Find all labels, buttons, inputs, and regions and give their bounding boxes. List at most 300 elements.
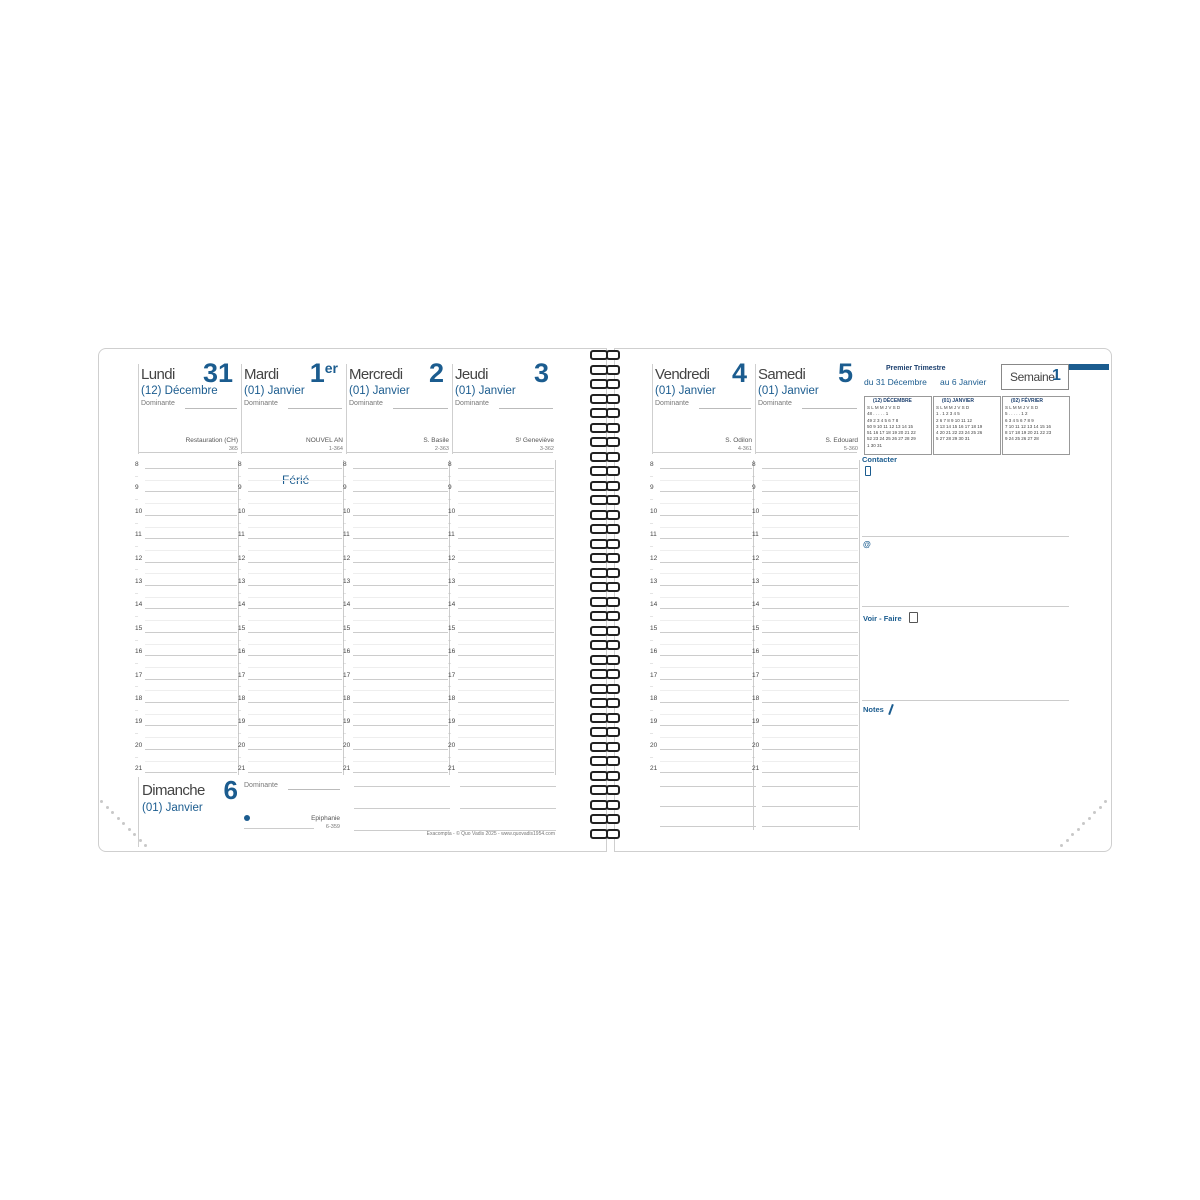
hour-label: 8 [448, 461, 452, 468]
half-hour-mark: – [238, 567, 242, 574]
mini-calendar-row: 2 6 7 8 9 10 11 12 [936, 417, 972, 423]
hour-label: 21 [448, 765, 456, 773]
day-header-mercredi [346, 358, 452, 454]
day-of-year: 5-360 [843, 446, 858, 452]
half-hour-mark: – [135, 707, 139, 714]
half-hour-rule [248, 573, 342, 574]
notes-label: Notes [863, 705, 884, 714]
spiral-ring [606, 669, 620, 679]
hour-label: 10 [752, 507, 760, 515]
half-hour-rule [660, 644, 752, 645]
hour-rule [248, 608, 342, 609]
half-hour-rule [660, 761, 752, 762]
hour-label: 14 [135, 601, 143, 609]
half-hour-mark: – [343, 707, 347, 714]
hour-rule [762, 491, 858, 492]
hour-rule [353, 608, 448, 609]
half-hour-rule [762, 503, 858, 504]
hour-rule [353, 702, 448, 703]
mini-calendar-row: 1 . 1 2 3 4 5 [936, 411, 960, 417]
half-hour-mark: – [448, 754, 452, 761]
half-hour-mark: – [448, 660, 452, 667]
half-hour-mark: – [448, 684, 452, 691]
half-hour-mark: – [343, 660, 347, 667]
half-hour-mark: – [343, 637, 347, 644]
hour-rule [660, 468, 752, 469]
sunday-rule [460, 786, 556, 787]
hour-label: 19 [343, 718, 351, 726]
half-hour-rule [248, 597, 342, 598]
week-box [1001, 364, 1069, 390]
half-hour-mark: – [135, 637, 139, 644]
hour-rule [660, 491, 752, 492]
half-hour-mark: – [752, 660, 756, 667]
half-hour-rule [145, 527, 237, 528]
hour-label: 14 [752, 601, 760, 609]
spiral-ring [606, 771, 620, 781]
hour-rule [660, 679, 752, 680]
half-hour-rule [660, 714, 752, 715]
half-hour-mark: – [752, 473, 756, 480]
hour-label: 12 [343, 554, 351, 562]
half-hour-rule [660, 690, 752, 691]
half-hour-mark: – [238, 520, 242, 527]
hour-rule [458, 725, 554, 726]
hour-label: 19 [752, 718, 760, 726]
hour-label: 21 [650, 765, 658, 773]
saint-name: NOUVEL AN [306, 437, 343, 444]
half-hour-rule [458, 503, 554, 504]
half-hour-mark: – [448, 543, 452, 550]
half-hour-mark: – [448, 567, 452, 574]
half-hour-rule [353, 597, 448, 598]
perforation-dot [111, 811, 114, 814]
half-hour-rule [660, 480, 752, 481]
half-hour-rule [145, 761, 237, 762]
half-hour-rule [762, 620, 858, 621]
spiral-ring [606, 655, 620, 665]
spiral-ring [606, 597, 620, 607]
header-separator [242, 452, 342, 453]
dominante-label: Dominante [141, 400, 175, 407]
hour-rule [353, 749, 448, 750]
mini-calendar-title: (02) FÉVRIER [1011, 398, 1043, 404]
half-hour-rule [145, 480, 237, 481]
half-hour-mark: – [135, 660, 139, 667]
hour-label: 18 [343, 695, 351, 702]
day-of-year: 4-361 [737, 446, 752, 452]
hour-rule [458, 468, 554, 469]
half-hour-mark: – [238, 660, 242, 667]
hour-label: 10 [135, 507, 143, 515]
hour-label: 20 [238, 741, 246, 749]
hour-rule [248, 679, 342, 680]
hour-rule [248, 725, 342, 726]
half-hour-rule [660, 503, 752, 504]
hour-label: 16 [752, 648, 760, 656]
hour-label: 13 [238, 578, 246, 585]
hour-rule [762, 725, 858, 726]
spiral-ring [606, 611, 620, 621]
hour-label: 9 [752, 484, 756, 492]
hour-rule [353, 585, 448, 586]
hour-rule [660, 562, 752, 563]
half-hour-rule [458, 550, 554, 551]
half-hour-mark: – [650, 543, 654, 550]
hour-label: 8 [238, 461, 242, 468]
day-month: (01) Janvier [455, 385, 516, 397]
perforation-dot [117, 817, 120, 820]
hour-label: 16 [448, 648, 456, 656]
half-hour-rule [762, 550, 858, 551]
hour-label: 14 [343, 601, 351, 609]
mini-calendar-row: 9 24 25 26 27 28 [1005, 436, 1039, 442]
hour-rule [762, 515, 858, 516]
mini-calendar-grid [936, 405, 998, 443]
mini-calendar-row: S L M M J V S D [867, 405, 901, 410]
half-hour-mark: – [752, 520, 756, 527]
hour-label: 17 [238, 671, 246, 679]
mini-calendar-janvier [933, 396, 1001, 455]
mini-calendar-row: 50 9 10 11 12 13 14 15 [867, 423, 913, 429]
hour-rule [458, 515, 554, 516]
half-hour-rule [762, 714, 858, 715]
hour-rule [353, 562, 448, 563]
half-hour-rule [458, 480, 554, 481]
day-header-vendredi [652, 358, 755, 454]
perforation-dot [1099, 806, 1102, 809]
half-hour-mark: – [343, 731, 347, 738]
hour-rule [145, 772, 237, 773]
email-label: @ [863, 540, 871, 549]
hour-label: 15 [650, 624, 658, 632]
perforation-dot [106, 806, 109, 809]
hour-rule [660, 725, 752, 726]
half-hour-rule [762, 737, 858, 738]
hour-rule [762, 749, 858, 750]
spiral-ring [606, 365, 620, 375]
hour-label: 14 [238, 601, 246, 609]
perforation-dot [1093, 811, 1096, 814]
hour-label: 17 [448, 671, 456, 679]
perforation-dot [1071, 833, 1074, 836]
half-hour-rule [762, 480, 858, 481]
hour-label: 8 [343, 461, 347, 468]
day-number: 5 [837, 358, 853, 388]
hour-rule [660, 608, 752, 609]
hour-label: 12 [135, 554, 143, 562]
range-from: du 31 Décembre [864, 377, 927, 387]
spiral-ring [606, 814, 620, 824]
sunday-day-of-year: 6-359 [325, 824, 340, 830]
perforation-dot [1104, 800, 1107, 803]
hour-label: 14 [650, 601, 658, 609]
hour-label: 20 [135, 741, 143, 749]
hour-rule [145, 608, 237, 609]
spiral-ring [606, 698, 620, 708]
day-name: Samedi [758, 366, 806, 383]
hour-label: 11 [343, 531, 350, 539]
half-hour-rule [248, 480, 342, 481]
half-hour-mark: – [650, 731, 654, 738]
half-hour-mark: – [343, 473, 347, 480]
half-hour-rule [145, 503, 237, 504]
todo-label: Voir - Faire [863, 614, 902, 623]
sunday-dominante: Dominante [244, 782, 278, 789]
half-hour-mark: – [752, 543, 756, 550]
day-name: Lundi [141, 366, 175, 383]
hour-label: 11 [752, 531, 759, 539]
hour-label: 10 [343, 507, 351, 515]
day-header-samedi [755, 358, 861, 454]
hour-rule [762, 679, 858, 680]
half-hour-mark: – [135, 520, 139, 527]
half-hour-mark: – [343, 520, 347, 527]
hour-label: 10 [650, 507, 658, 515]
spiral-ring [606, 350, 620, 360]
half-hour-rule [762, 573, 858, 574]
hour-rule [762, 702, 858, 703]
hour-label: 19 [448, 718, 456, 726]
hour-rule [458, 702, 554, 703]
hour-rule [248, 585, 342, 586]
header-separator [756, 452, 857, 453]
dominante-label: Dominante [758, 400, 792, 407]
spiral-ring [606, 539, 620, 549]
half-hour-rule [145, 573, 237, 574]
saint-name: Sᵗ Geneviève [515, 437, 554, 444]
half-hour-mark: – [238, 543, 242, 550]
mini-calendar-decembre [864, 396, 932, 455]
mini-calendar-row: S L M M J V S D [936, 405, 970, 410]
hour-label: 19 [650, 718, 658, 726]
hour-rule [762, 632, 858, 633]
hour-rule [248, 655, 342, 656]
dominante-line [393, 408, 448, 409]
half-hour-rule [353, 503, 448, 504]
spiral-ring [606, 829, 620, 839]
half-hour-mark: – [448, 614, 452, 621]
perforation-dot [1077, 828, 1080, 831]
half-hour-mark: – [135, 614, 139, 621]
saint-name: S. Basile [423, 437, 449, 444]
hour-label: 20 [343, 741, 351, 749]
hour-label: 13 [650, 578, 658, 585]
half-hour-rule [353, 644, 448, 645]
mini-calendar-row: 48 . . . . . 1 [867, 411, 889, 417]
half-hour-rule [458, 597, 554, 598]
mini-calendar-row: 49 2 3 4 5 6 7 8 [867, 417, 899, 423]
mini-calendar-grid [1005, 405, 1067, 443]
hour-label: 18 [238, 695, 246, 702]
header-separator [653, 452, 751, 453]
half-hour-mark: – [343, 754, 347, 761]
half-hour-rule [145, 690, 237, 691]
extra-rule [660, 806, 756, 807]
hour-label: 13 [448, 578, 456, 585]
day-header-jeudi [452, 358, 557, 454]
half-hour-rule [145, 667, 237, 668]
half-hour-rule [248, 550, 342, 551]
spiral-ring [606, 481, 620, 491]
extra-rule [762, 826, 858, 827]
hour-label: 15 [135, 624, 143, 632]
mini-calendar-row: 4 20 21 22 23 24 25 26 [936, 430, 983, 436]
hour-label: 21 [135, 765, 143, 773]
hour-rule [660, 538, 752, 539]
hour-label: 16 [238, 648, 246, 656]
hour-rule [145, 515, 237, 516]
half-hour-mark: – [135, 497, 139, 504]
hour-rule [145, 725, 237, 726]
hour-rule [458, 772, 554, 773]
half-hour-rule [353, 714, 448, 715]
half-hour-mark: – [650, 660, 654, 667]
dominante-line [288, 408, 342, 409]
half-hour-mark: – [448, 637, 452, 644]
extra-rule [762, 786, 858, 787]
half-hour-rule [458, 714, 554, 715]
mini-calendar-title: (12) DÉCEMBRE [873, 398, 912, 404]
day-name: Mercredi [349, 366, 403, 383]
sunday-rule [460, 830, 556, 831]
hour-rule [145, 585, 237, 586]
hour-rule [762, 585, 858, 586]
hour-rule [458, 585, 554, 586]
half-hour-rule [660, 597, 752, 598]
extra-rule [660, 786, 756, 787]
dominante-label: Dominante [455, 400, 489, 407]
mini-calendar-row: 1 30 31 [867, 442, 883, 448]
hour-label: 8 [752, 461, 756, 468]
hour-rule [660, 655, 752, 656]
hour-rule [762, 562, 858, 563]
dominante-label: Dominante [244, 400, 278, 407]
half-hour-mark: – [650, 567, 654, 574]
perforation-dot [1066, 839, 1069, 842]
half-hour-rule [248, 644, 342, 645]
half-hour-rule [762, 597, 858, 598]
spiral-ring [606, 510, 620, 520]
perforation-dot [122, 822, 125, 825]
hour-label: 9 [135, 484, 139, 492]
half-hour-mark: – [343, 590, 347, 597]
dominante-line [699, 408, 751, 409]
mini-calendar-row: 7 10 11 12 13 14 15 16 [1005, 423, 1051, 429]
half-hour-rule [248, 714, 342, 715]
hour-rule [145, 562, 237, 563]
hour-rule [145, 655, 237, 656]
half-hour-mark: – [650, 614, 654, 621]
hour-rule [353, 468, 448, 469]
hour-rule [660, 749, 752, 750]
mini-calendar-row: 5 27 28 29 30 31 [936, 436, 970, 442]
day-number: 6 [223, 775, 238, 805]
hour-rule [762, 655, 858, 656]
header-separator [453, 452, 553, 453]
spiral-ring [606, 785, 620, 795]
half-hour-rule [145, 550, 237, 551]
half-hour-mark: – [448, 520, 452, 527]
half-hour-mark: – [650, 754, 654, 761]
sunday-rule [354, 808, 450, 809]
hour-label: 20 [752, 741, 760, 749]
half-hour-rule [660, 550, 752, 551]
half-hour-mark: – [135, 543, 139, 550]
hour-rule [248, 515, 342, 516]
week-tab [1069, 364, 1109, 370]
hour-rule [145, 632, 237, 633]
hour-rule [458, 632, 554, 633]
hour-rule [145, 702, 237, 703]
half-hour-mark: – [238, 731, 242, 738]
mini-calendar-row: S L M M J V S D [1005, 405, 1039, 410]
half-hour-mark: – [650, 707, 654, 714]
day-month: (01) Janvier [142, 802, 203, 814]
spiral-ring [606, 568, 620, 578]
hour-rule [762, 468, 858, 469]
hour-rule [353, 515, 448, 516]
hour-label: 21 [343, 765, 351, 773]
mini-calendar-row: 52 23 24 25 26 27 28 29 [867, 436, 916, 442]
day-month: (01) Janvier [349, 385, 410, 397]
perforation-dot [1060, 844, 1063, 847]
hour-rule [145, 749, 237, 750]
hour-label: 13 [752, 578, 760, 585]
trimester-title: Premier Trimestre [886, 365, 946, 372]
week-number: 1 [1052, 367, 1061, 384]
hour-rule [248, 749, 342, 750]
hour-label: 9 [238, 484, 242, 492]
hour-rule [145, 468, 237, 469]
half-hour-rule [660, 737, 752, 738]
hour-label: 12 [752, 554, 760, 562]
dominante-line [802, 408, 857, 409]
hour-label: 12 [650, 554, 658, 562]
sunday-saint: Epiphanie [311, 815, 340, 822]
spiral-ring [606, 800, 620, 810]
perforation-dot [133, 833, 136, 836]
half-hour-rule [353, 573, 448, 574]
perforation-dot [139, 839, 142, 842]
day-number: 2 [428, 358, 444, 388]
spiral-ring [606, 524, 620, 534]
half-hour-rule [353, 550, 448, 551]
hour-label: 21 [752, 765, 760, 773]
half-hour-mark: – [135, 590, 139, 597]
hour-rule [458, 491, 554, 492]
half-hour-rule [353, 620, 448, 621]
hour-label: 20 [650, 741, 658, 749]
half-hour-rule [353, 761, 448, 762]
perforation-dot [100, 800, 103, 803]
hour-label: 18 [650, 695, 658, 702]
half-hour-rule [353, 527, 448, 528]
hour-label: 13 [135, 578, 143, 585]
half-hour-mark: – [343, 684, 347, 691]
hour-label: 9 [650, 484, 654, 492]
spiral-ring [606, 423, 620, 433]
hour-rule [458, 655, 554, 656]
day-of-year: 365 [228, 446, 238, 452]
half-hour-rule [458, 737, 554, 738]
perforation-dot [1088, 817, 1091, 820]
day-number: 31 [202, 358, 233, 388]
hour-rule [458, 679, 554, 680]
hour-label: 14 [448, 601, 456, 609]
spiral-ring [606, 640, 620, 650]
half-hour-rule [353, 690, 448, 691]
